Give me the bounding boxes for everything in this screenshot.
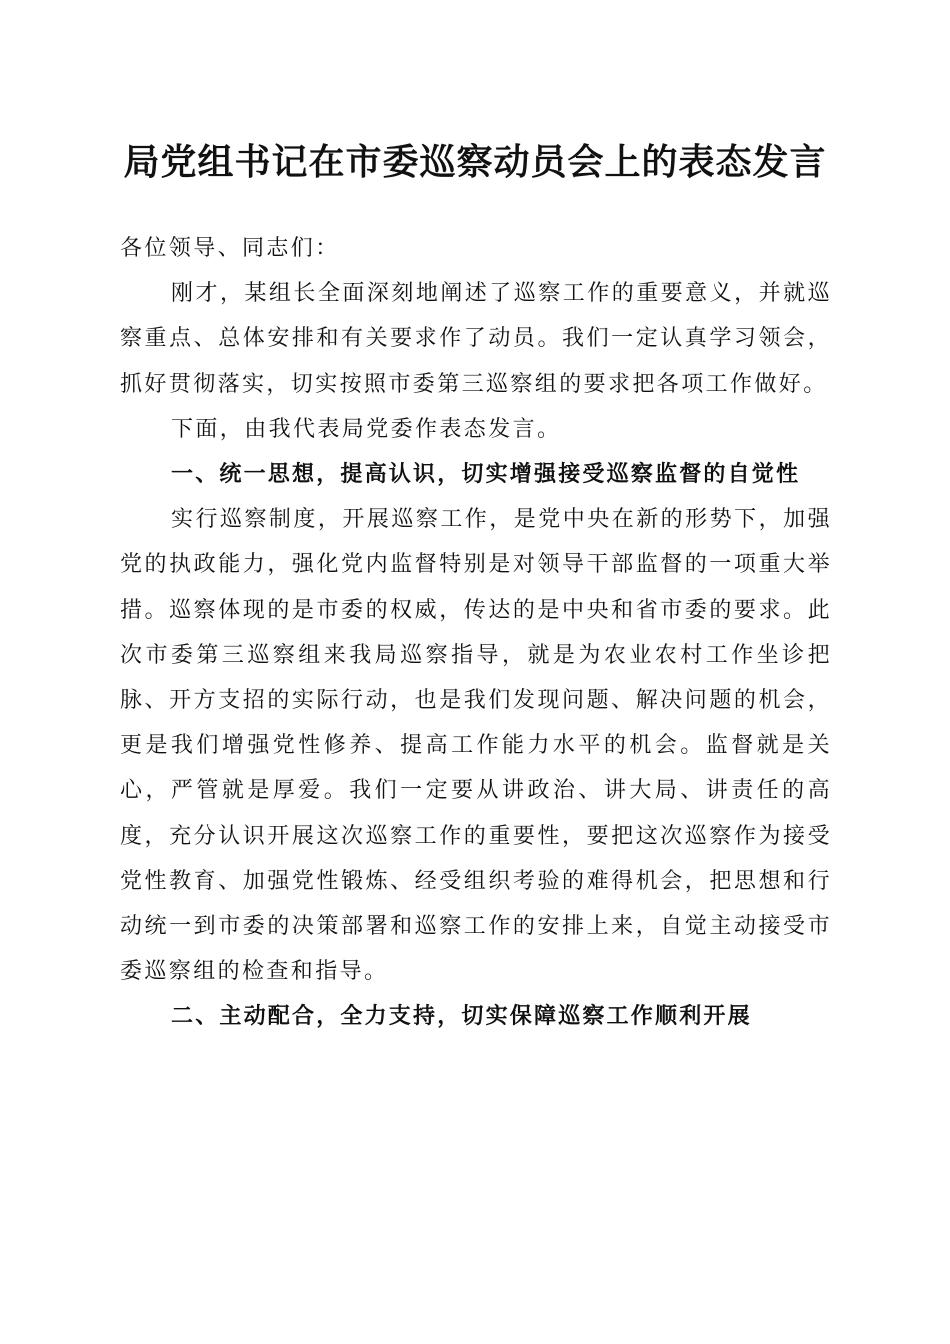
paragraph-intro: 刚才，某组长全面深刻地阐述了巡察工作的重要意义，并就巡察重点、总体安排和有关要求作了动员。我们一定认真学习领会，抓好贯彻落实，切实按照市委第三巡察组的要求把各项工作做好。 bbox=[120, 281, 832, 397]
section-heading-2: 二、主动配合，全力支持，切实保障巡察工作顺利开展 bbox=[171, 1004, 752, 1030]
greeting: 各位领导、同志们： bbox=[120, 236, 340, 261]
document-body bbox=[120, 226, 832, 1040]
section-1-paragraph: 实行巡察制度，开展巡察工作，是党中央在新的形势下，加强党的执政能力，强化党内监督特别是对领导干部监督的一项重大举措。巡察体现的是市委的权威，传达的是中央和省市委的要求。此次市委第三巡察组来我局巡察指导，就是为农业农村工作坐诊把脉、开方支招的实际行动，也是我们发现问题、解决问题的机会，更是我们增强党性修养、提高工作能力水平的机会。监督就是关心，严管就是厚爱。我们一定要从讲政治、讲大局、讲责任的高度，充分认识开展这次巡察工作的重要性，要把这次巡察作为接受党性教育、加强党性锻炼、经受组织考验的难得机会，把思想和行动统一到市委的决策部署和巡察工作的安排上来，自觉主动接受市委巡察组的检查和指导。 bbox=[120, 507, 832, 985]
document-title: 局党组书记在市委巡察动员会上的表态发言 bbox=[123, 141, 827, 183]
section-heading-1: 一、统一思想，提高认识，切实增强接受巡察监督的自觉性 bbox=[171, 462, 801, 488]
paragraph-statement: 下面，由我代表局党委作表态发言。 bbox=[171, 416, 562, 442]
